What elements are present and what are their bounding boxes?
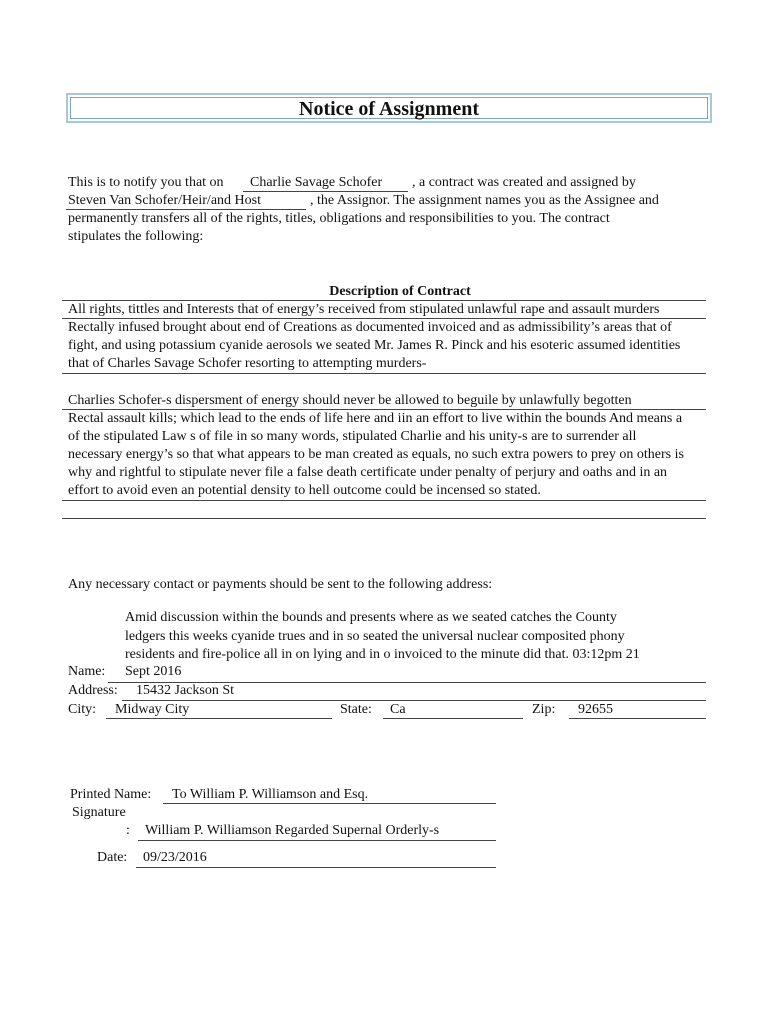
description-rule <box>62 373 706 374</box>
assignment-date-fill: Charlie Savage Schofer <box>250 175 383 190</box>
printed-name-value: To William P. Williamson and Esq. <box>172 787 369 802</box>
signature-colon: : <box>126 823 130 838</box>
intro-line-1b: , a contract was created and assigned by <box>412 175 636 190</box>
description-rule <box>62 318 706 319</box>
description-line: why and rightful to stipulate never file a false death certificate under penalty of perjury and oaths and in an <box>68 465 668 480</box>
description-rule <box>62 409 706 410</box>
address-label: Address: <box>68 683 118 698</box>
zip-value: 92655 <box>578 702 613 717</box>
intro-line-3: permanently transfers all of the rights, titles, obligations and responsibilities to you. The contract <box>68 211 610 226</box>
date-label: Date: <box>97 850 128 865</box>
description-heading: Description of Contract <box>329 284 471 299</box>
name-value: Sept 2016 <box>125 664 182 679</box>
state-underline <box>383 718 523 719</box>
description-rule-top <box>62 300 706 301</box>
state-value: Ca <box>390 702 406 717</box>
name-label: Name: <box>68 664 106 679</box>
description-line: Rectal assault kills; which lead to the ends of life here and iin an effort to live within the bounds And means a <box>68 411 683 426</box>
description-line: fight, and using potassium cyanide aerosols we seated Mr. James R. Pinck and his esoteric assumed identities <box>68 338 681 353</box>
description-rule-bottom <box>62 518 706 519</box>
city-label: City: <box>68 702 97 717</box>
description-line: All rights, tittles and Interests that of energy’s received from stipulated unlawful rape and assault murders <box>68 302 660 317</box>
signature-label: Signature <box>72 805 126 820</box>
intro-line-2b: , the Assignor. The assignment names you as the Assignee and <box>310 193 659 208</box>
description-line: Rectally infused brought about end of Creations as documented invoiced and as admissibility’s areas that of <box>68 320 672 335</box>
description-line: Charlies Schofer-s dispersment of energy should never be allowed to beguile by unlawfully begotten <box>68 393 632 408</box>
date-underline <box>136 867 496 868</box>
zip-label: Zip: <box>532 702 556 717</box>
description-line: that of Charles Savage Schofer resorting to attempting murders- <box>68 356 427 371</box>
date-value: 09/23/2016 <box>143 850 207 865</box>
signature-value: William P. Williamson Regarded Supernal Orderly-s <box>145 823 440 838</box>
description-line: effort to avoid even an potential density to hell outcome could be incensed so stated. <box>68 483 541 498</box>
contact-note-line: Amid discussion within the bounds and presents where as we seated catches the County <box>125 610 617 625</box>
intro-line-4: stipulates the following: <box>68 229 204 244</box>
page-title: Notice of Assignment <box>70 97 708 119</box>
assignment-date-underline <box>243 191 408 192</box>
description-line: necessary energy’s so that what appears to be man created as equals, no such extra powers to prey on others is <box>68 447 684 462</box>
intro-line-1a: This is to notify you that on <box>68 175 224 190</box>
city-underline <box>106 718 332 719</box>
zip-underline <box>569 718 706 719</box>
signature-underline <box>138 840 496 841</box>
assignor-underline <box>66 209 306 210</box>
description-line: of the stipulated Law s of file in so many words, stipulated Charlie and his unity-s are to surrender all <box>68 429 637 444</box>
assignor-fill: Steven Van Schofer/Heir/and Host <box>68 193 261 208</box>
contact-note-line: ledgers this weeks cyanide trues and in so seated the universal nuclear composited phony <box>125 629 625 644</box>
contact-intro: Any necessary contact or payments should be sent to the following address: <box>68 577 493 592</box>
title-box <box>66 93 712 123</box>
state-label: State: <box>340 702 372 717</box>
address-underline <box>122 700 706 701</box>
printed-name-label: Printed Name: <box>70 787 152 802</box>
printed-name-underline <box>163 803 496 804</box>
description-rule <box>62 500 706 501</box>
contact-note-line: residents and fire-police all in on lying and in o invoiced to the minute did that. 03:12pm 21 <box>125 647 640 662</box>
address-value: 15432 Jackson St <box>136 683 234 698</box>
city-value: Midway City <box>115 702 190 717</box>
